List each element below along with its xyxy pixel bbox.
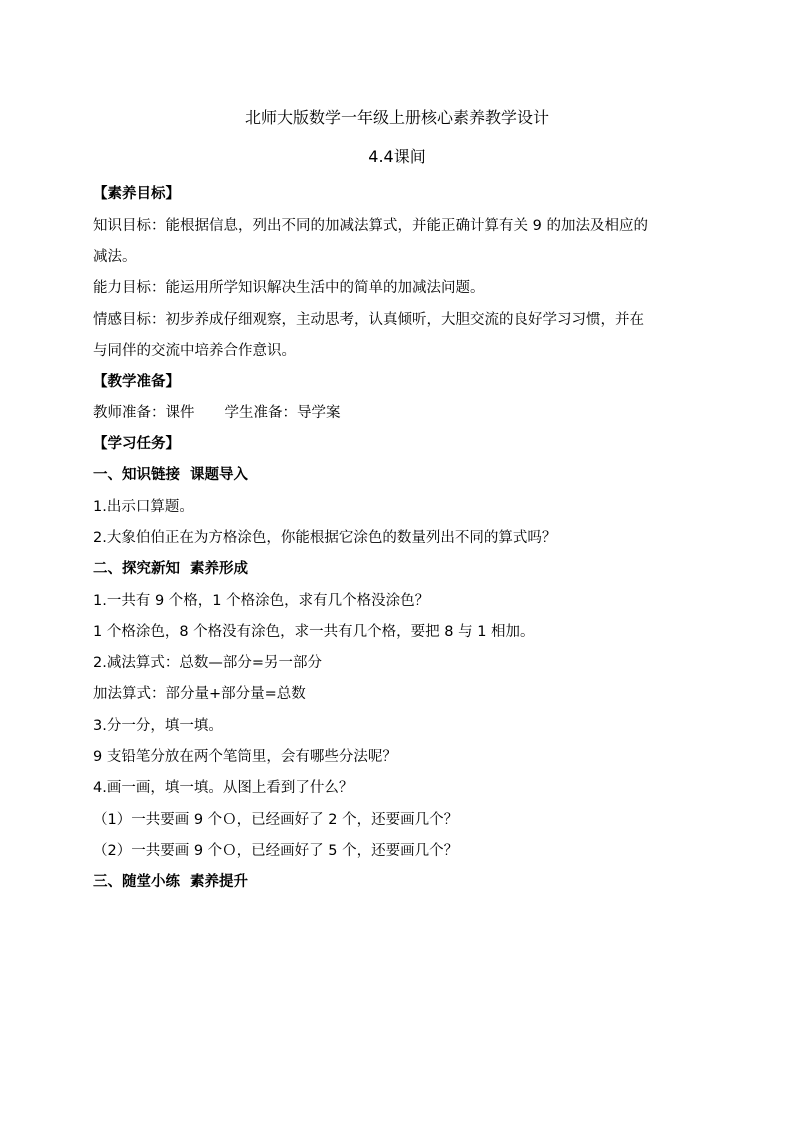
tasks-heading: 【学习任务】 bbox=[93, 436, 180, 452]
section-1-title bbox=[93, 465, 248, 485]
section-1-name: 一、知识链接 bbox=[93, 467, 180, 483]
emotion-goal-line-2: 与同伴的交流中培养合作意识。 bbox=[93, 343, 296, 359]
section-1-item-2: 2.大象伯伯正在为方格涂色，你能根据它涂色的数量列出不同的算式吗？ bbox=[93, 530, 557, 546]
section-2-item-4-part-2: （2）一共要画 9 个Ｏ，已经画好了 5 个，还要画几个？ bbox=[93, 843, 459, 859]
section-3-title bbox=[93, 872, 248, 892]
prep-line bbox=[93, 403, 341, 423]
section-3-name: 三、随堂小练 bbox=[93, 874, 180, 890]
section-2-item-4-part-1: （1）一共要画 9 个Ｏ，已经画好了 2 个，还要画几个？ bbox=[93, 812, 459, 828]
goals-heading: 【素养目标】 bbox=[93, 186, 180, 202]
student-prep: 学生准备：导学案 bbox=[224, 405, 341, 421]
section-1-item-1: 1.出示口算题。 bbox=[93, 499, 194, 515]
prep-heading: 【教学准备】 bbox=[93, 374, 180, 390]
emotion-goal-line-1: 情感目标：初步养成仔细观察，主动思考，认真倾听，大胆交流的良好学习习惯，并在 bbox=[93, 312, 644, 328]
section-2-name: 二、探究新知 bbox=[93, 561, 180, 577]
teacher-prep: 教师准备：课件 bbox=[93, 405, 195, 421]
section-3-subtitle: 素养提升 bbox=[190, 874, 248, 890]
section-2-item-2: 2.减法算式：总数—部分=另一部分 bbox=[93, 655, 322, 671]
ability-goal: 能力目标：能运用所学知识解决生活中的简单的加减法问题。 bbox=[93, 280, 485, 296]
section-2-item-1-detail: 1 个格涂色，8 个格没有涂色，求一共有几个格，要把 8 与 1 相加。 bbox=[93, 624, 535, 640]
section-1-subtitle: 课题导入 bbox=[190, 467, 248, 483]
section-2-item-1: 1.一共有 9 个格，1 个格涂色，求有几个格没涂色？ bbox=[93, 593, 430, 609]
lesson-title: 4.4课间 bbox=[368, 147, 426, 166]
section-2-title bbox=[93, 559, 248, 579]
section-2-subtitle: 素养形成 bbox=[190, 561, 248, 577]
document-title: 北师大版数学一年级上册核心素养教学设计 bbox=[244, 108, 549, 127]
knowledge-goal-line-1: 知识目标：能根据信息，列出不同的加减法算式，并能正确计算有关 9 的加法及相应的 bbox=[93, 218, 648, 234]
section-2-item-2-detail: 加法算式：部分量+部分量=总数 bbox=[93, 686, 306, 702]
section-2-item-3-detail: 9 支铅笔分放在两个笔筒里，会有哪些分法呢？ bbox=[93, 749, 397, 765]
section-2-item-4: 4.画一画，填一填。从图上看到了什么？ bbox=[93, 780, 354, 796]
section-2-item-3: 3.分一分，填一填。 bbox=[93, 718, 223, 734]
knowledge-goal-line-2: 减法。 bbox=[93, 249, 137, 265]
